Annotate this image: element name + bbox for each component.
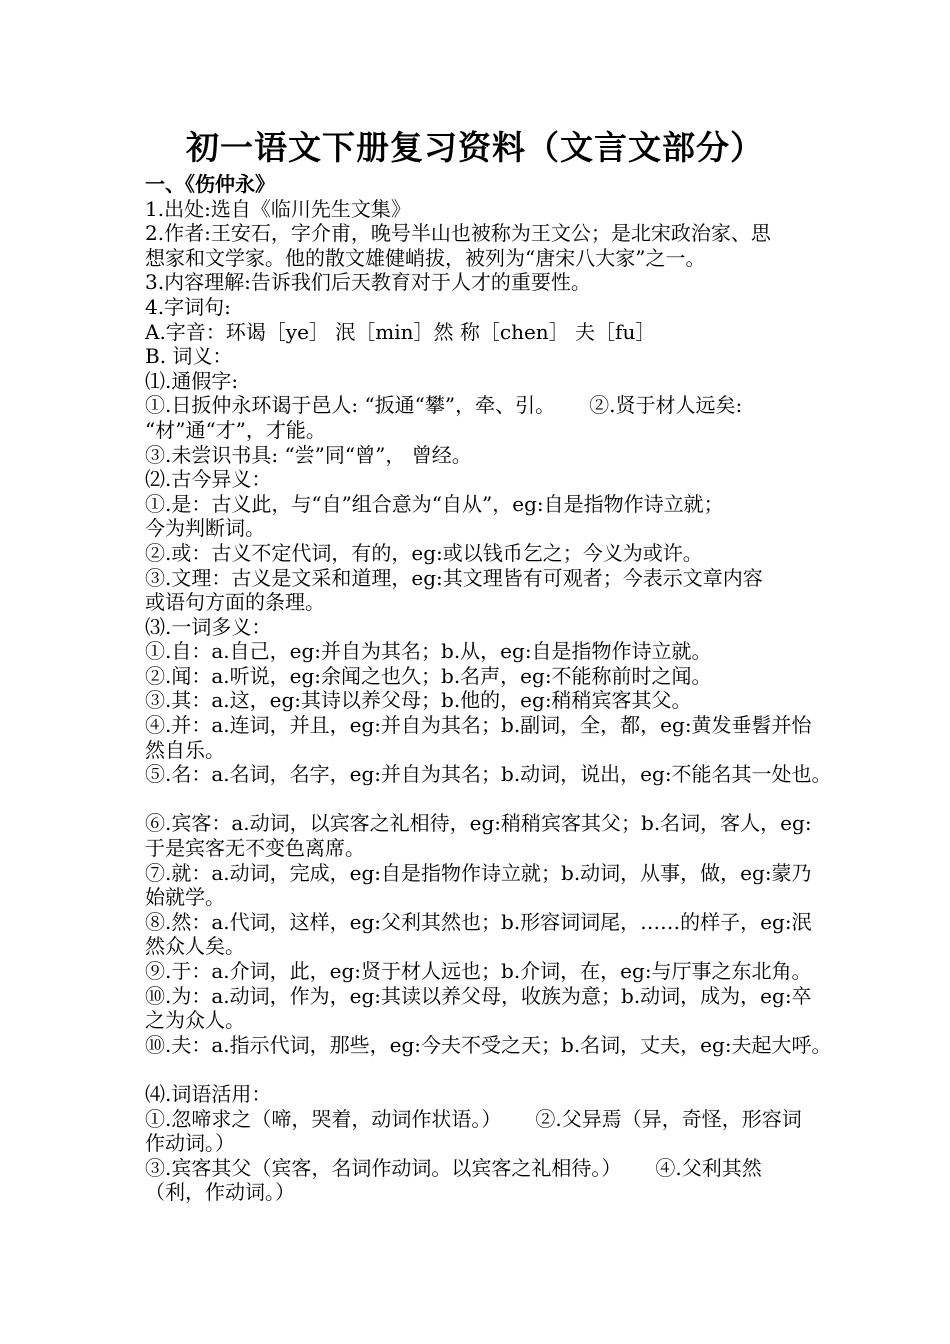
huoyong-item-2-cont: 作动词。） (145, 1131, 235, 1156)
gujin-line: ①.是：古义此，与“自”组合意为“自从”，eg:自是指物作诗立就； (145, 491, 724, 516)
tongjia-item-2: ②.贤于材人远矣: (589, 393, 743, 418)
document-body (145, 172, 835, 1205)
gujin-heading: ⑵.古今异义： (145, 467, 272, 492)
tongjia-item-2-cont: “材”通“才”，才能。 (145, 417, 326, 442)
gujin-line: ②.或：古义不定代词，有的，eg:或以钱币乞之；今义为或许。 (145, 540, 703, 565)
duoyi-line: 于是宾客无不变色离席。 (145, 836, 365, 861)
duoyi-line: 之为众人。 (145, 1008, 245, 1033)
huoyong-line-3 (145, 1156, 835, 1181)
document-title: 初一语文下册复习资料（文言文部分） (186, 128, 764, 167)
huoyong-item-3: ③.宾客其父（宾客，名词作动词。以宾客之礼相待。） (145, 1155, 622, 1180)
duoyi-line: ⑧.然：a.代词，这样，eg:父利其然也；b.形容词词尾，……的样子，eg:泯 (145, 909, 812, 934)
gujin-line: 或语句方面的条理。 (145, 590, 325, 615)
duoyi-line: 始就学。 (145, 885, 225, 910)
meaning-line: 3.内容理解:告诉我们后天教育对于人才的重要性。 (145, 270, 591, 295)
gujin-line: 今为判断词。 (145, 516, 265, 541)
huoyong-item-4-cont: （利，作动词。） (145, 1180, 295, 1205)
huoyong-heading: ⑷.词语活用： (145, 1081, 272, 1106)
huoyong-item-4: ④.父利其然 (655, 1155, 762, 1180)
tongjia-item-1: ①.日扳仲永环谒于邑人: “扳通“攀”，牵、引。 (145, 393, 556, 418)
duoyi-line: ⑩.夫：a.指示代词，那些，eg:今夫不受之天；b.名词，丈夫，eg:夫起大呼。 (145, 1032, 832, 1057)
duoyi-line: ⑤.名：a.名词，名字，eg:并自为其名；b.动词，说出，eg:不能名其一处也。 (145, 762, 832, 787)
tongjia-item-3: ③.未尝识书具: “尝”同“曾”， 曾经。 (145, 442, 472, 467)
duoyi-line: ①.自：a.自己，eg:并自为其名；b.从，eg:自是指物作诗立就。 (145, 639, 712, 664)
section-heading: 一、《伤仲永》 (145, 172, 275, 196)
words-heading: 4.字词句: (145, 294, 231, 319)
duoyi-line: ⑥.宾客：a.动词，以宾客之礼相待，eg:稍稍宾客其父；b.名词，客人，eg: (145, 811, 812, 836)
duoyi-line: ②.闻：a.听说，eg:余闻之也久；b.名声，eg:不能称前时之闻。 (145, 663, 712, 688)
blank-line (145, 1057, 835, 1082)
source-line: 1.出处:选自《临川先生文集》 (145, 196, 411, 221)
tongjia-line-1 (145, 393, 835, 418)
word-meaning-heading: B. 词义： (145, 344, 233, 369)
duoyi-line: ③.其：a.这，eg:其诗以养父母；b.他的，eg:稍稍宾客其父。 (145, 688, 692, 713)
huoyong-item-1: ①.忽啼求之（啼，哭着，动词作状语。） (145, 1106, 502, 1131)
duoyi-line: ⑦.就：a.动词，完成，eg:自是指物作诗立就；b.动词，从事，做，eg:蒙乃 (145, 860, 812, 885)
author-line-1: 2.作者:王安石，字介甫，晚号半山也被称为王文公；是北宋政治家、思 (145, 221, 771, 246)
duoyi-line: ⑨.于：a.介词，此，eg:贤于材人远也；b.介词，在，eg:与厅事之东北角。 (145, 959, 812, 983)
duoyi-line: ⑩.为：a.动词，作为，eg:其读以养父母，收族为意；b.动词，成为，eg:卒 (145, 983, 812, 1008)
huoyong-item-2: ②.父异焉（异，奇怪，形容词 (535, 1106, 802, 1131)
duoyi-heading: ⑶.一词多义： (145, 614, 272, 639)
duoyi-line: 然众人矣。 (145, 934, 245, 959)
duoyi-line: 然自乐。 (145, 737, 225, 762)
author-line-2: 想家和文学家。他的散文雄健峭拔，被列为“唐宋八大家”之一。 (145, 245, 706, 270)
tongjia-heading: ⑴.通假字: (145, 368, 239, 393)
blank-line (145, 787, 835, 812)
huoyong-line-1 (145, 1107, 835, 1132)
duoyi-line: ④.并：a.连词，并且，eg:并自为其名；b.副词，全，都，eg:黄发垂髫并怡 (145, 713, 812, 738)
pronunciation-line: A.字音：环谒［ye］ 泯［min］然 称［chen］ 夫［fu］ (145, 319, 656, 344)
gujin-line: ③.文理：古义是文采和道理，eg:其文理皆有可观者；今表示文章内容 (145, 565, 763, 590)
